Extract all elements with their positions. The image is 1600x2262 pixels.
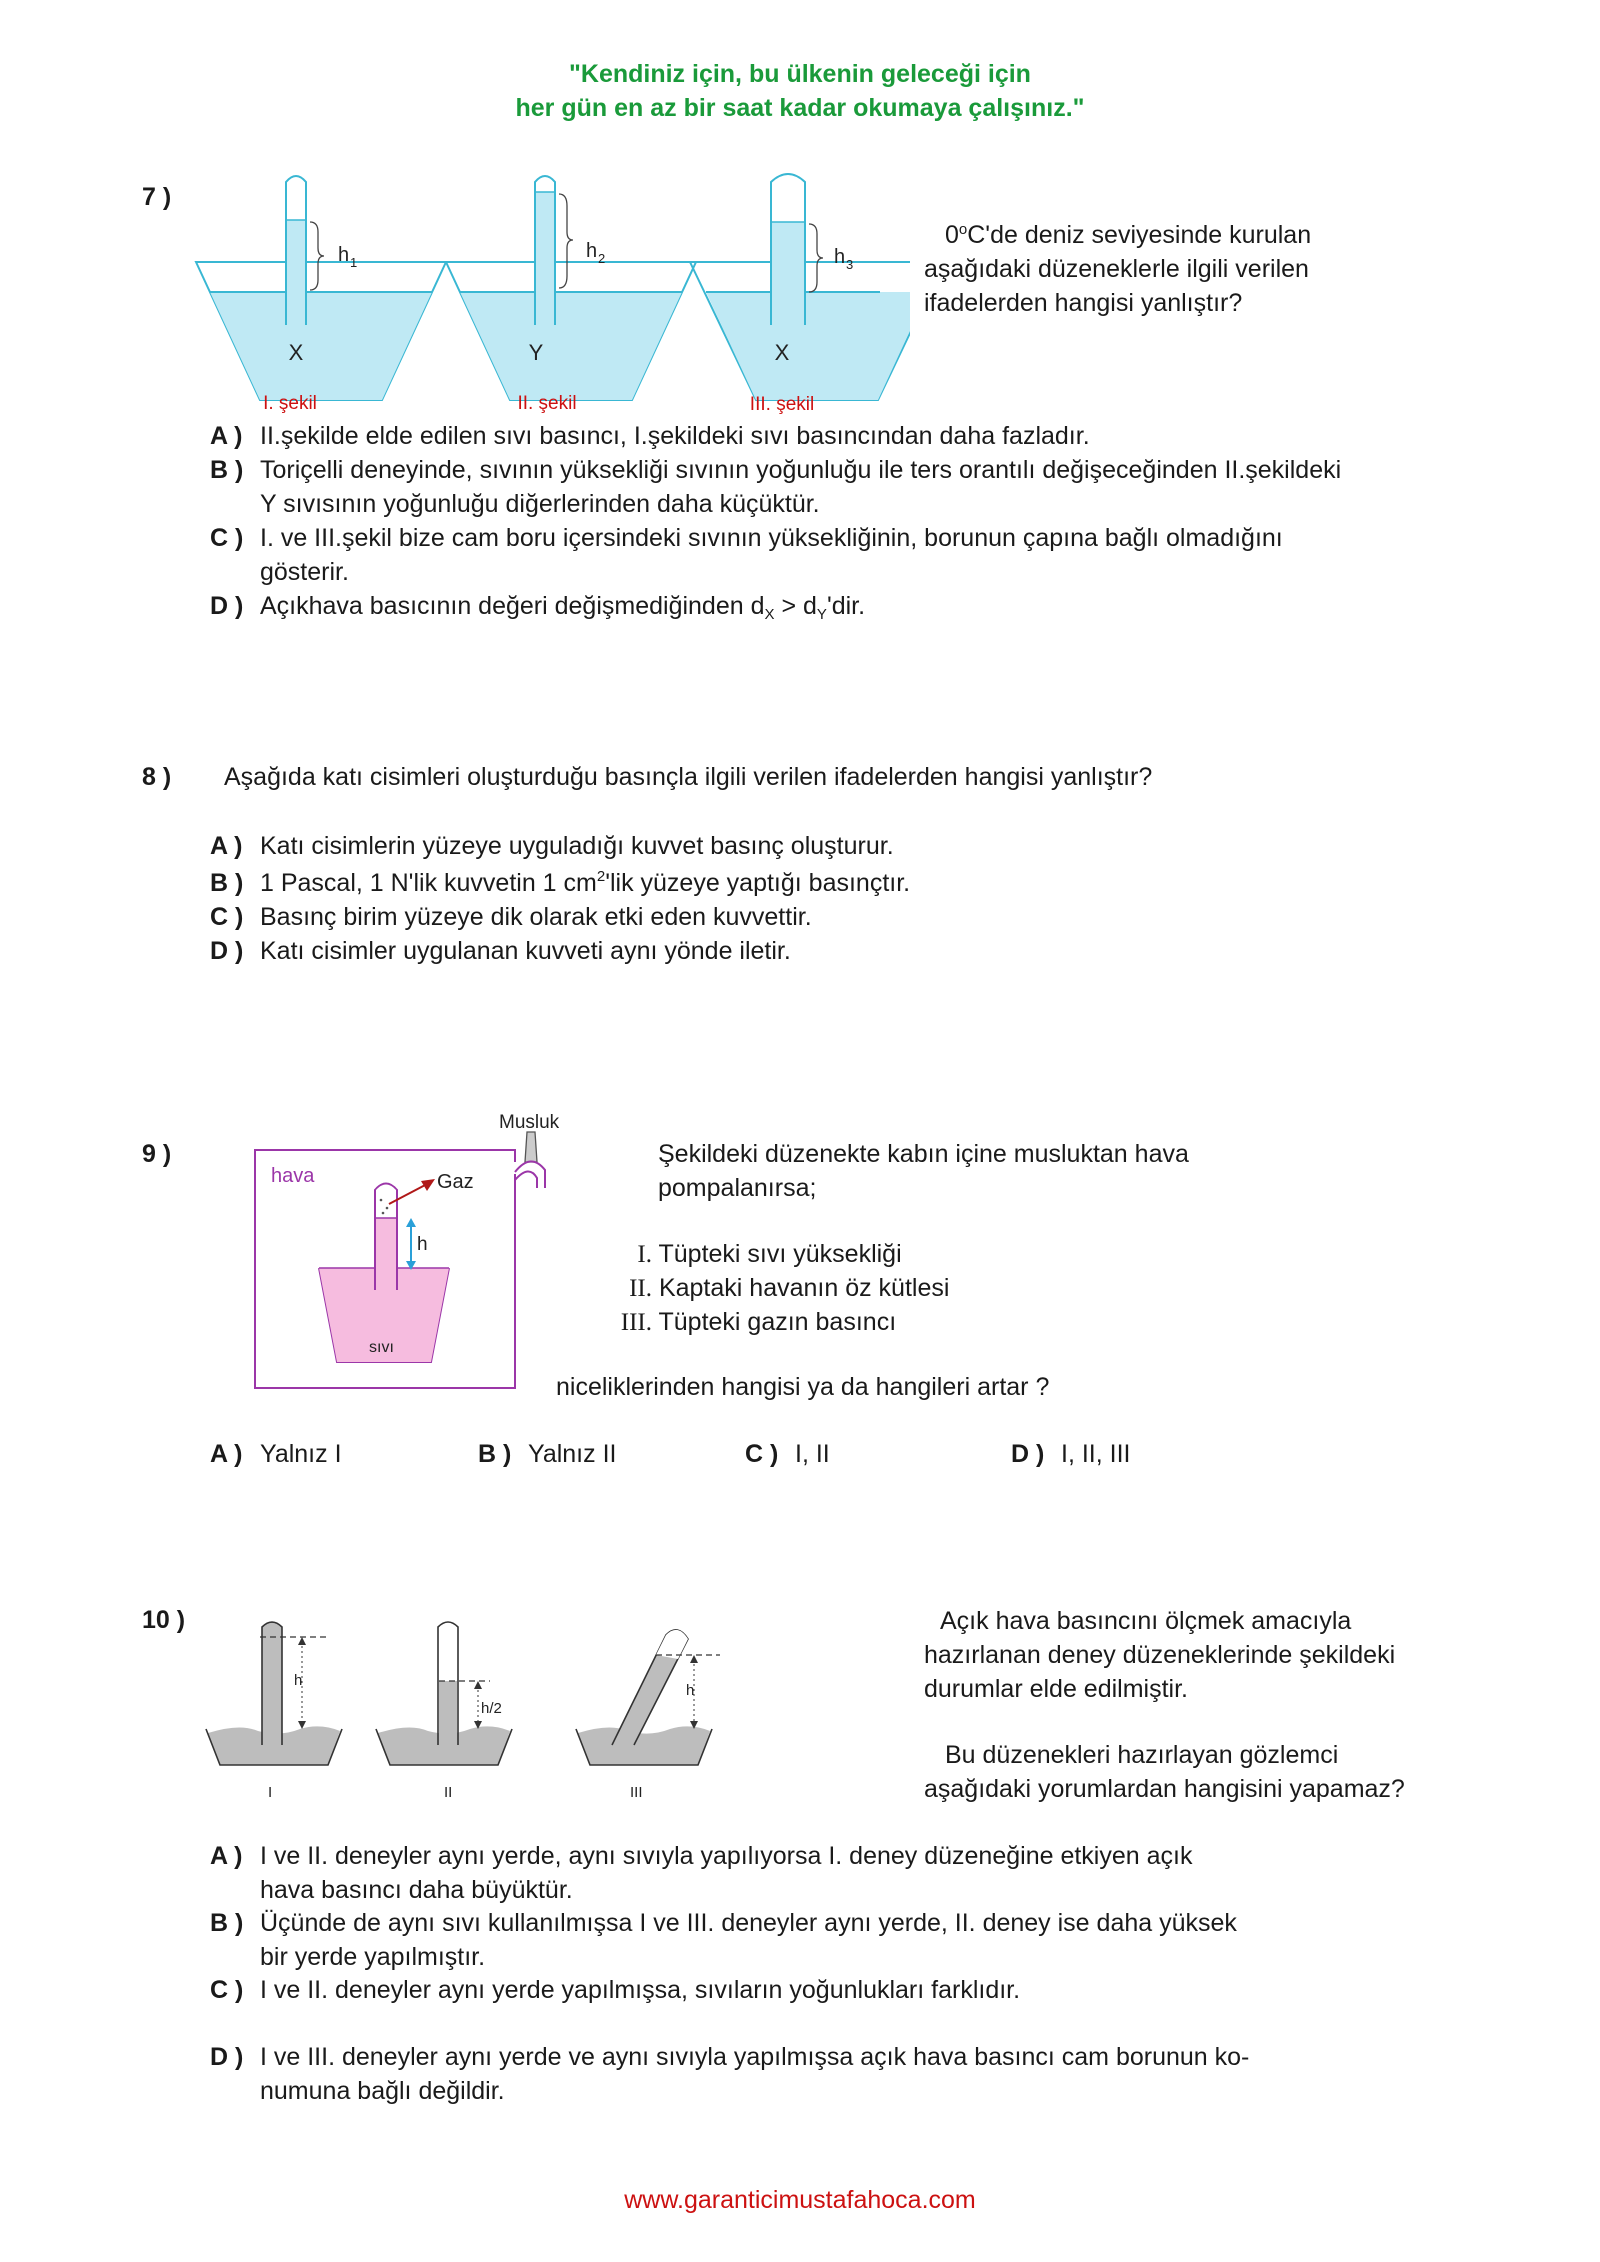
footer-url[interactable]: www.garanticimustafahoca.com — [624, 2186, 976, 2214]
q7-fig2-liquid: Y — [528, 340, 544, 365]
q10-prompt-line-2: hazırlanan deney düzeneklerinde şekildeki — [924, 1641, 1396, 1669]
q10-figure — [200, 1605, 760, 1815]
q9-prompt-line-1: Şekildeki düzenekte kabın içine musluktan hava — [658, 1140, 1189, 1168]
question-7-number: 7 ) — [142, 183, 172, 211]
q9-figure — [245, 1100, 585, 1400]
q9-item-3: III. Tüpteki gazın basıncı — [620, 1308, 897, 1336]
q9-item-2: II. Kaptaki havanın öz kütlesi — [629, 1274, 950, 1302]
q7-fig2-hsub: 2 — [598, 251, 606, 266]
q7-fig1-liquid: X — [288, 340, 304, 365]
q7-fig3-liquid: X — [774, 340, 790, 365]
q7-figure-2 — [446, 176, 696, 414]
question-9-number: 9 ) — [142, 1140, 172, 1168]
q9-sivi-label: sıvı — [369, 1339, 394, 1356]
q7-fig3-caption: III. şekil — [749, 394, 815, 415]
q8-prompt: Aşağıda katı cisimleri oluşturduğu basınçla ilgili verilen ifadelerden hangisi yanlıştır? — [224, 763, 1153, 791]
q7-fig3-h: h — [834, 246, 846, 268]
q9-hava-label: hava — [271, 1165, 315, 1187]
q10-figure-3 — [576, 1630, 720, 1801]
q10-prompt2-line-2: aşağıdaki yorumlardan hangisini yapamaz? — [924, 1775, 1405, 1803]
q10-fig1-h: h — [294, 1672, 303, 1689]
q7-prompt-line-3: ifadelerden hangisi yanlıştır? — [924, 289, 1243, 317]
q9-question: niceliklerinden hangisi ya da hangileri artar ? — [556, 1373, 1050, 1401]
q7-fig1-h: h — [338, 244, 350, 266]
header-line-1: "Kendiniz için, bu ülkenin geleceği için — [569, 60, 1031, 88]
q7-fig2-caption: II. şekil — [517, 393, 577, 414]
q10-fig3-h: h — [686, 1682, 695, 1699]
q7-fig3-hsub: 3 — [846, 257, 854, 272]
question-10-number: 10 ) — [142, 1606, 186, 1634]
q10-fig3-label: III — [630, 1784, 643, 1801]
q9-h-label: h — [417, 1234, 428, 1255]
q9-musluk-label: Musluk — [499, 1112, 560, 1133]
question-8-number: 8 ) — [142, 763, 172, 791]
q10-prompt-line-3: durumlar elde edilmiştir. — [924, 1675, 1188, 1703]
q7-figure-3 — [690, 174, 910, 415]
q10-figure-1 — [206, 1622, 342, 1801]
q9-item-1: I. Tüpteki sıvı yüksekliği — [637, 1240, 902, 1268]
q7-fig1-caption: I. şekil — [263, 393, 317, 414]
q9-gaz-label: Gaz — [437, 1171, 474, 1193]
q7-prompt-line-2: aşağıdaki düzeneklerle ilgili verilen — [924, 255, 1309, 283]
q10-prompt-line-1: Açık hava basıncını ölçmek amacıyla — [940, 1607, 1352, 1635]
q7-figure — [190, 170, 910, 425]
q7-fig1-hsub: 1 — [350, 255, 358, 270]
q7-fig2-h: h — [586, 240, 598, 262]
header-line-2: her gün en az bir saat kadar okumaya çalışınız." — [515, 94, 1085, 122]
q10-fig2-h: h/2 — [481, 1700, 502, 1717]
q7-prompt-line-1: 0$^o$C'de deniz seviyesinde kurulan — [945, 221, 1312, 249]
q10-figure-2 — [376, 1622, 512, 1801]
q10-fig2-label: II — [444, 1784, 453, 1801]
q9-prompt-line-2: pompalanırsa; — [658, 1174, 817, 1202]
q10-prompt2-line-1: Bu düzenekleri hazırlayan gözlemci — [945, 1741, 1339, 1769]
q10-fig1-label: I — [268, 1784, 273, 1801]
q7-figure-1 — [196, 176, 446, 414]
